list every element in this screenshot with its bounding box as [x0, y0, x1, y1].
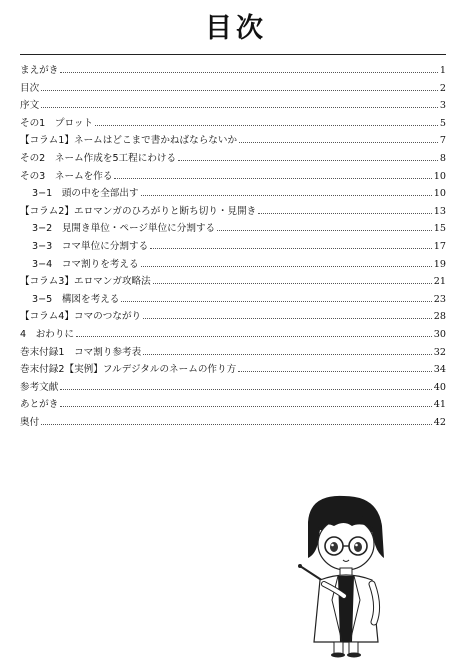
toc-entry-page-number: 1	[439, 65, 446, 76]
dot-leader	[143, 318, 432, 319]
toc-entry-page-number: 32	[433, 346, 446, 358]
toc-entry[interactable]	[20, 62, 446, 80]
toc-entry[interactable]	[20, 379, 446, 397]
title-divider	[20, 54, 446, 55]
toc-entry-page-number: 2	[439, 82, 446, 94]
toc-entry-page-number: 21	[433, 276, 446, 288]
dot-leader	[141, 195, 432, 196]
toc-entry-page-number: 40	[433, 381, 446, 393]
toc-entry-label: 3−2 見開き単位・ページ単位に分割する	[32, 223, 216, 235]
toc-entry-page-number: 8	[439, 152, 446, 164]
toc-entry-page-number: 17	[433, 240, 446, 252]
dot-leader	[114, 178, 431, 179]
toc-entry[interactable]	[20, 273, 446, 291]
toc-entry-label: 序文	[20, 100, 40, 112]
dot-leader	[258, 213, 432, 214]
toc-entry-label: 【コラム3】エロマンガ攻略法	[20, 276, 151, 288]
toc-entry[interactable]	[20, 168, 446, 186]
toc-entry[interactable]	[20, 203, 446, 221]
toc-entry-page-number: 30	[433, 328, 446, 340]
toc-entry-label: 巻末付録1 コマ割り参考表	[20, 346, 142, 358]
toc-entry-page-number: 10	[433, 188, 446, 200]
toc-entry-label: その1 プロット	[20, 117, 94, 129]
toc-entry[interactable]	[20, 326, 446, 344]
table-of-contents	[20, 62, 446, 431]
page-title: 目次	[205, 13, 267, 44]
toc-entry-label: その2 ネーム作成を5工程にわける	[20, 152, 177, 164]
dot-leader	[95, 125, 438, 126]
dot-leader	[60, 389, 431, 390]
toc-entry[interactable]	[20, 291, 446, 309]
toc-entry[interactable]	[20, 80, 446, 98]
dot-leader	[239, 142, 438, 143]
dot-leader	[178, 160, 438, 161]
toc-entry[interactable]	[20, 256, 446, 274]
toc-entry[interactable]	[20, 361, 446, 379]
toc-entry-label: 4 おわりに	[20, 328, 75, 340]
toc-entry-label: 巻末付録2【実例】フルデジタルのネームの作り方	[20, 364, 237, 376]
toc-entry[interactable]	[20, 115, 446, 133]
toc-entry-page-number: 7	[439, 135, 446, 147]
toc-entry-page-number: 10	[433, 170, 446, 182]
toc-entry[interactable]	[20, 185, 446, 203]
toc-entry-page-number: 42	[433, 416, 446, 428]
toc-entry-page-number: 34	[433, 364, 446, 376]
toc-entry-label: 奥付	[20, 416, 40, 428]
toc-entry-label: あとがき	[20, 399, 59, 411]
toc-entry-label: 【コラム4】コマのつながり	[20, 311, 142, 323]
dot-leader	[150, 248, 432, 249]
toc-entry[interactable]	[20, 132, 446, 150]
teacher-character-illustration	[286, 492, 406, 658]
dot-leader	[238, 371, 432, 372]
toc-entry[interactable]	[20, 238, 446, 256]
dot-leader	[60, 406, 431, 407]
toc-entry[interactable]	[20, 308, 446, 326]
toc-entry-label: 【コラム1】ネームはどこまで書かねばならないか	[20, 135, 238, 147]
toc-entry-page-number: 28	[433, 311, 446, 323]
dot-leader	[217, 230, 432, 231]
toc-entry[interactable]	[20, 97, 446, 115]
toc-entry-page-number: 3	[439, 100, 446, 112]
toc-entry[interactable]	[20, 150, 446, 168]
toc-entry-page-number: 41	[433, 399, 446, 411]
toc-entry[interactable]	[20, 396, 446, 414]
toc-entry-label: 参考文献	[20, 381, 59, 393]
dot-leader	[41, 107, 438, 108]
toc-entry-label: 【コラム2】エロマンガのひろがりと断ち切り・見開き	[20, 205, 257, 217]
dot-leader	[60, 72, 438, 73]
toc-entry-label: まえがき	[20, 65, 59, 76]
dot-leader	[141, 266, 432, 267]
toc-entry[interactable]	[20, 414, 446, 432]
toc-entry-label: 3−3 コマ単位に分割する	[32, 240, 149, 252]
toc-entry-page-number: 13	[433, 205, 446, 217]
toc-entry-label: 3−4 コマ割りを考える	[32, 258, 139, 270]
toc-entry[interactable]	[20, 220, 446, 238]
toc-entry-page-number: 19	[433, 258, 446, 270]
dot-leader	[41, 90, 438, 91]
toc-entry-label: 3−5 構図を考える	[32, 293, 120, 305]
toc-entry-page-number: 23	[433, 293, 446, 305]
dot-leader	[143, 354, 432, 355]
toc-entry-label: 目次	[20, 82, 40, 94]
dot-leader	[153, 283, 432, 284]
dot-leader	[41, 424, 432, 425]
toc-entry-label: 3−1 頭の中を全部出す	[32, 188, 139, 200]
toc-entry-page-number: 5	[439, 117, 446, 129]
toc-entry[interactable]	[20, 344, 446, 362]
toc-entry-page-number: 15	[433, 223, 446, 235]
toc-entry-label: その3 ネームを作る	[20, 170, 113, 182]
dot-leader	[121, 301, 431, 302]
dot-leader	[76, 336, 432, 337]
